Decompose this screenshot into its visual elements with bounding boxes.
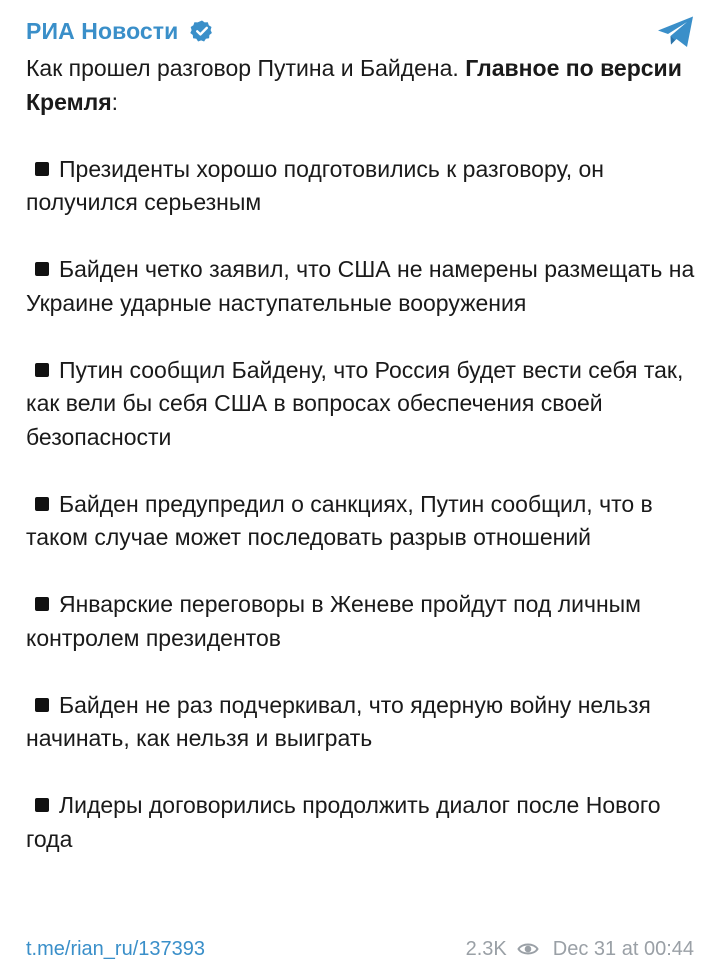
list-item [26, 789, 696, 856]
post-header [26, 14, 696, 48]
list-item [26, 588, 696, 655]
list-item [26, 689, 696, 756]
telegram-icon[interactable] [656, 14, 696, 50]
list-item-text: Январские переговоры в Женеве пройдут под личным контролем президентов [26, 591, 641, 651]
black-square-bullet-icon [35, 262, 49, 276]
list-item-text: Байден предупредил о санкциях, Путин сообщил, что в таком случае может последовать разрыв отношений [26, 490, 653, 550]
post-link[interactable]: t.me/rian_ru/137393 [26, 937, 206, 960]
list-item-text: Байден не раз подчеркивал, что ядерную войну нельзя начинать, как нельзя и выиграть [26, 691, 651, 751]
post-meta [466, 938, 694, 961]
list-item [26, 153, 696, 220]
black-square-bullet-icon [35, 698, 49, 712]
list-item-text: Президенты хорошо подготовились к разговору, он получился серьезным [26, 155, 604, 215]
list-item-text: Лидеры договорились продолжить диалог после Нового года [26, 792, 661, 852]
post-date: Dec 31 at 00:44 [552, 937, 694, 960]
post-text [26, 52, 696, 856]
eye-icon [517, 941, 539, 957]
channel-name[interactable]: РИА Новости [26, 17, 179, 44]
verified-badge-icon [190, 19, 214, 43]
list-item [26, 488, 696, 555]
list-item-text: Путин сообщил Байдену, что Россия будет вести себя так, как вели бы себя США в вопросах обеспечения своей безопасности [26, 356, 684, 450]
views-count: 2.3K [465, 937, 507, 960]
black-square-bullet-icon [35, 363, 49, 377]
intro-colon: : [111, 88, 119, 115]
intro-bold-text: Главное по версии Кремля [26, 55, 682, 115]
black-square-bullet-icon [35, 497, 49, 511]
black-square-bullet-icon [35, 597, 49, 611]
intro-text: Как прошел разговор Путина и Байдена. [26, 55, 466, 81]
post-intro [26, 52, 696, 119]
black-square-bullet-icon [35, 162, 49, 176]
black-square-bullet-icon [35, 798, 49, 812]
list-item [26, 354, 696, 455]
list-item [26, 253, 696, 320]
list-item-text: Байден четко заявил, что США не намерены размещать на Украине ударные наступательные вооружения [26, 256, 695, 316]
post-footer [26, 934, 694, 964]
